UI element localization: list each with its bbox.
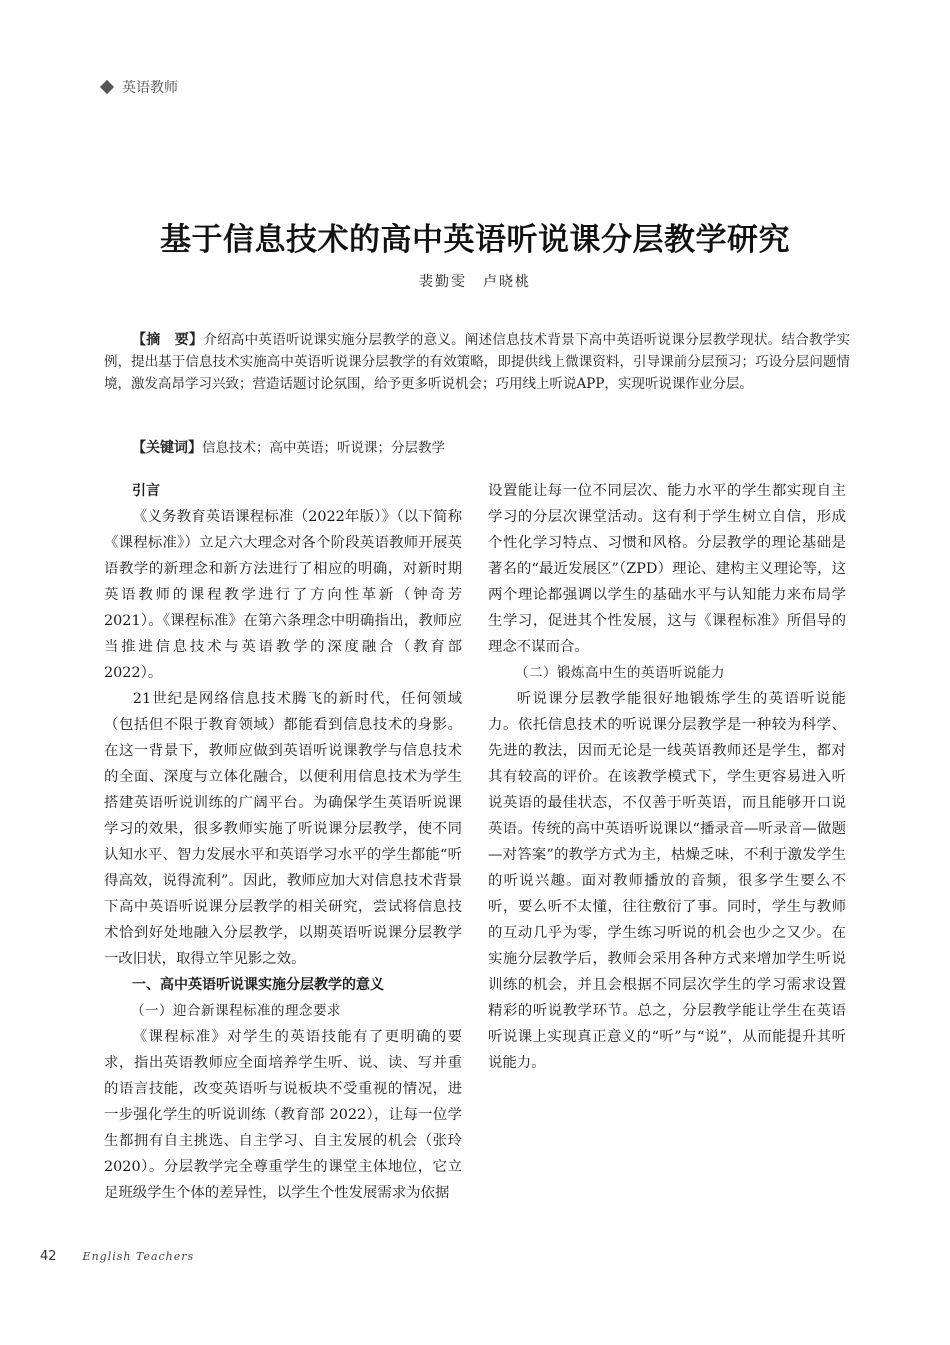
paragraph-1: 《义务教育英语课程标准（2022年版）》（以下简称《课程标准》）立足六大理念对各个阶段英语教师开展英语教学的新理念和新方法进行了相应的明确，对新时期英语教师的课程教学进行了方向性革新（钟奇芳 2021）。《课程标准》在第六条理念中明确指出，教师应当推进信息技术与英语教学的深度融合（教育部 2022）。 [104, 509, 462, 681]
article-authors: 裴勤雯 卢晓桃 [419, 274, 531, 290]
paragraph-4: 听说课分层教学能很好地锻炼学生的英语听说能力。依托信息技术的听说课分层教学是一种较为科学、先进的教法，因而无论是一线英语教师还是学生，都对其有较高的评价。在该教学模式下，学生更容易进入听说英语的最佳状态，不仅善于听英语，而且能够开口说英语。传统的高中英语听说课以“播录音—听录音—做题—对答案”的教学方式为主，枯燥乏味，不利于激发学生的听说兴趣。面对教师播放的音频，很多学生要么不听，要么听不太懂，往往敷衍了事。同时，学生与教师的互动几乎为零，学生练习听说的机会也少之又少。在实施分层教学后，教师会采用各种方式来增加学生听说训练的机会，并且会根据不同层次学生的学习需求设置精彩的听说教学环节。总之，分层教学能让学生在英语听说课上实现真正意义的“听”与“说”，从而能提升其听说能力。 [488, 691, 846, 1071]
journal-name-cn: 英语教师 [122, 80, 178, 96]
page-footer [40, 1249, 194, 1264]
section-1-heading: 一、高中英语听说课实施分层教学的意义 [132, 977, 384, 993]
page-number: 42 [40, 1249, 57, 1264]
keywords [104, 437, 850, 459]
paragraph-2: 21世纪是网络信息技术腾飞的新时代，任何领域（包括但不限于教育领域）都能看到信息技术的身影。在这一背景下，教师应做到英语听说课教学与信息技术的全面、深度与立体化融合，以便利用信息技术为学生搭建英语听说训练的广阔平台。为确保学生英语听说课学习的效果，很多教师实施了听说课分层教学，使不同认知水平、智力发展水平和英语学习水平的学生都能“听得高效，说得流利”。因此，教师应加大对信息技术背景下高中英语听说课分层教学的相关研究，尝试将信息技术恰到好处地融入分层教学，以期英语听说课分层教学一改旧状，取得立竿见影之效。 [104, 691, 462, 967]
subsection-2-heading: （二）锻炼高中生的英语听说能力 [515, 665, 725, 681]
article-title: 基于信息技术的高中英语听说课分层教学研究 [160, 222, 790, 258]
intro-heading: 引言 [132, 483, 160, 499]
abstract-label: 【摘 要】 [132, 332, 204, 348]
subsection-1-heading: （一）迎合新课程标准的理念要求 [131, 1003, 341, 1019]
keywords-text: 信息技术；高中英语；听说课；分层教学 [202, 440, 445, 456]
running-head [102, 77, 178, 97]
right-column [488, 478, 846, 1076]
journal-name-en: English Teachers [82, 1250, 195, 1263]
left-column [104, 478, 462, 1206]
diamond-icon [100, 80, 114, 94]
paragraph-3: 《课程标准》对学生的英语技能有了更明确的要求，指出英语教师应全面培养学生听、说、读、写并重的语言技能，改变英语听与说板块不受重视的情况，进一步强化学生的听说训练（教育部 2022），让每一位学生都拥有自主挑选、自主学习、自主发展的机会（张玲 2020）。分层教学完全尊重学生的课堂主体地位，它立足班级学生个体的差异性，以学生个性发展需求为依据 [104, 1029, 462, 1201]
paragraph-3-continued: 设置能让每一位不同层次、能力水平的学生都实现自主学习的分层次课堂活动。这有利于学生树立自信，形成个性化学习特点、习惯和风格。分层教学的理论基础是著名的“最近发展区”（ZPD）理论、建构主义理论等，这两个理论都强调以学生的基础水平与认知能力来布局学生学习，促进其个性发展，这与《课程标准》所倡导的理念不谋而合。 [488, 483, 846, 655]
abstract [104, 329, 850, 395]
keywords-label: 【关键词】 [132, 440, 202, 456]
abstract-text: 介绍高中英语听说课实施分层教学的意义。阐述信息技术背景下高中英语听说课分层教学现状。结合教学实例，提出基于信息技术实施高中英语听说课分层教学的有效策略，即提供线上微课资料，引导课前分层预习；巧设分层问题情境，激发高昂学习兴致；营造话题讨论氛围，给予更多听说机会；巧用线上听说APP，实现听说课作业分层。 [104, 332, 851, 392]
